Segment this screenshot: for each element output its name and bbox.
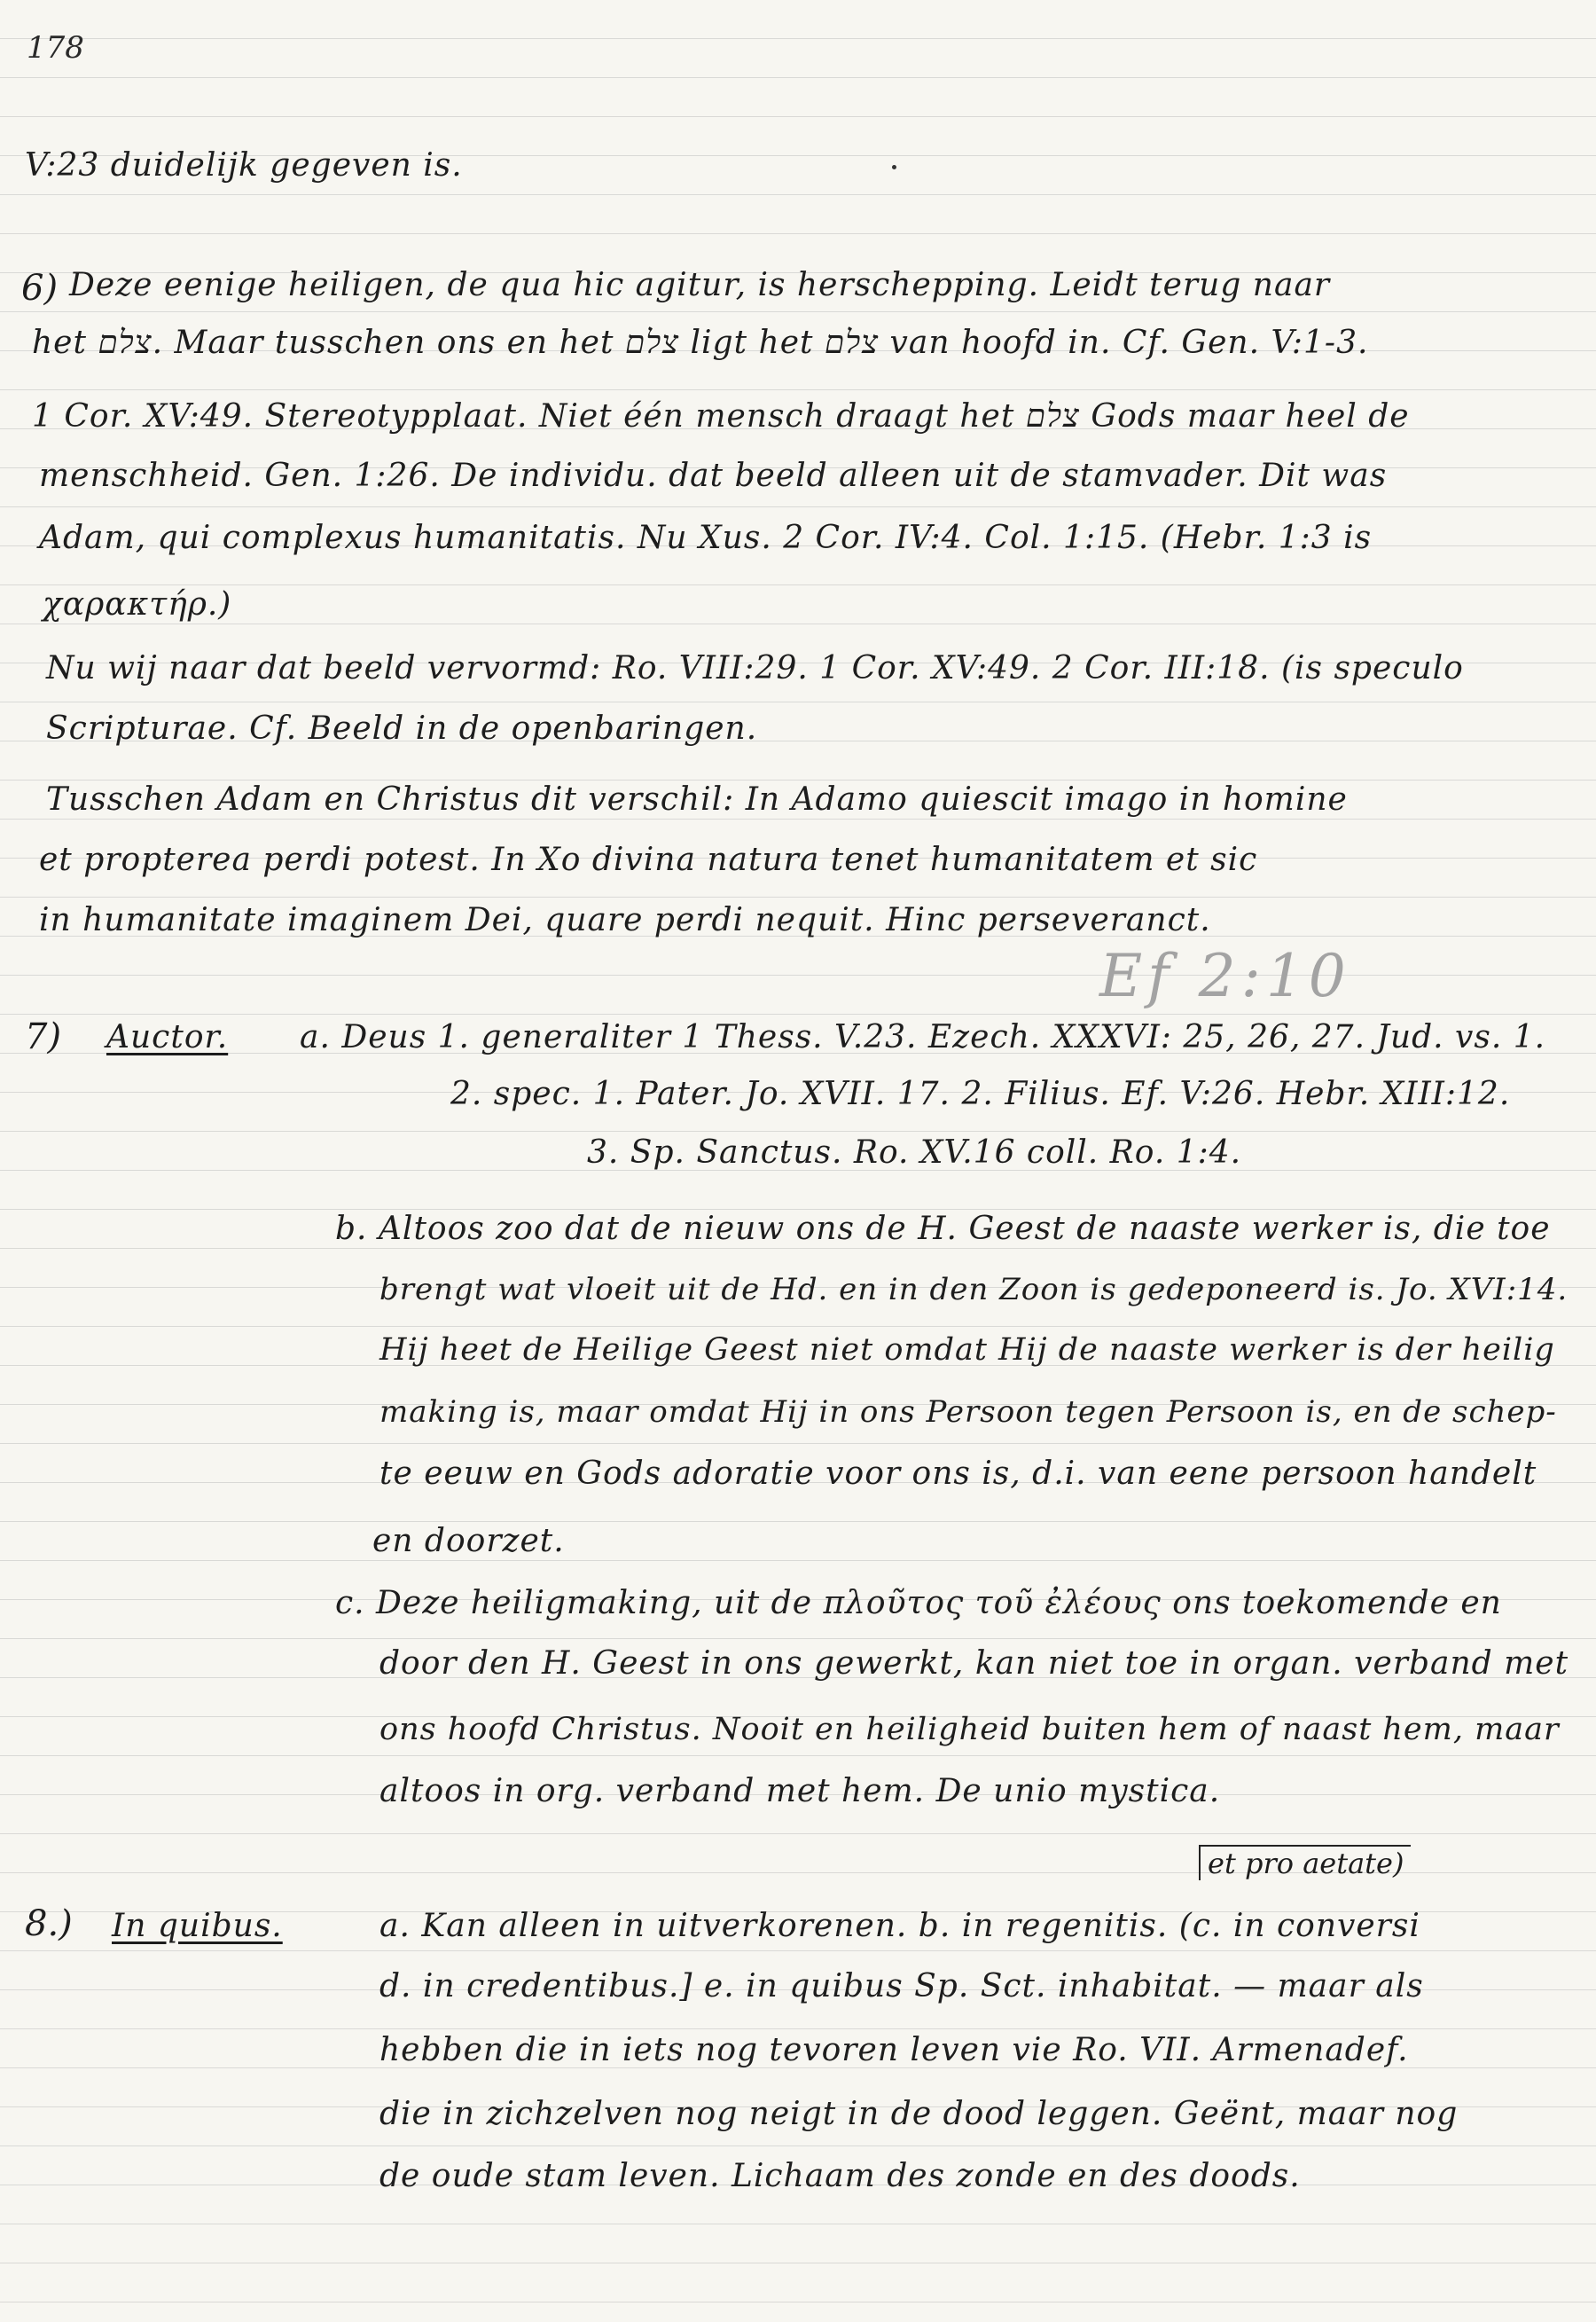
s7-a-line-1: a. Deus 1. generaliter 1 Thess. V.23. Ezech. XXXVI: 25, 26, 27. Jud. vs. 1. — [300, 1019, 1546, 1055]
s8-line-2: d. in credentibus.] e. in quibus Sp. Sct. inhabitat. — maar als — [379, 1968, 1424, 2004]
s6-line-8: Scripturae. Cf. Beeld in de openbaringen. — [46, 710, 758, 747]
s6-line-3: 1 Cor. XV:49. Stereotypplaat. Niet één mensch draagt het צלם Gods maar heel de — [32, 398, 1410, 435]
s7-b-line-6: en doorzet. — [372, 1523, 565, 1559]
page-number: 178 — [27, 30, 84, 66]
s6-line-2: het צלם. Maar tusschen ons en het צלם ligt het צלם van hoofd in. Cf. Gen. V:1-3. — [32, 325, 1369, 361]
ink-dot — [892, 165, 896, 169]
section-8-heading: In quibus. — [112, 1908, 283, 1944]
s8-line-1: a. Kan alleen in uitverkorenen. b. in regenitis. (c. in conversi — [379, 1908, 1420, 1944]
s6-line-11: in humanitate imaginem Dei, quare perdi nequit. Hinc perseveranct. — [39, 902, 1211, 938]
s6-line-6: χαρακτήρ.) — [43, 586, 232, 623]
s7-b-line-4: making is, maar omdat Hij in ons Persoon tegen Persoon is, en de schep- — [379, 1394, 1557, 1430]
s8-line-3: hebben die in iets nog tevoren leven vie Ro. VII. Armenadef. — [379, 2032, 1409, 2068]
line-intro: V:23 duidelijk gegeven is. — [25, 147, 463, 184]
s7-a-line-3: 3. Sp. Sanctus. Ro. XV.16 coll. Ro. 1:4. — [587, 1134, 1242, 1171]
s7-c-line-3: ons hoofd Christus. Nooit en heiligheid buiten hem of naast hem, maar — [379, 1712, 1560, 1747]
s6-line-10: et propterea perdi potest. In Xo divina natura tenet humanitatem et sic — [39, 842, 1258, 878]
s8-line-4: die in zichzelven nog neigt in de dood leggen. Geënt, maar nog — [379, 2096, 1459, 2132]
s6-line-4: menschheid. Gen. 1:26. De individu. dat beeld alleen uit de stamvader. Dit was — [39, 458, 1388, 494]
s7-b-line-1: b. Altoos zoo dat de nieuw ons de H. Geest de naaste werker is, die toe — [335, 1211, 1551, 1247]
s7-b-line-5: te eeuw en Gods adoratie voor ons is, d.i. van eene persoon handelt — [379, 1455, 1537, 1492]
s7-c-line-4: altoos in org. verband met hem. De unio mystica. — [379, 1773, 1221, 1809]
pencil-annotation: Ef 2:10 — [1099, 942, 1351, 1010]
s7-a-line-2: 2. spec. 1. Pater. Jo. XVII. 17. 2. Filius. Ef. V:26. Hebr. XIII:12. — [450, 1076, 1511, 1112]
section-7-heading: Auctor. — [106, 1019, 229, 1055]
s7-b-line-3: Hij heet de Heilige Geest niet omdat Hij de naaste werker is der heilig — [379, 1332, 1555, 1368]
s6-line-5: Adam, qui complexus humanitatis. Nu Xus. 2 Cor. IV:4. Col. 1:15. (Hebr. 1:3 is — [39, 520, 1373, 556]
s6-line-7: Nu wij naar dat beeld vervormd: Ro. VIII:29. 1 Cor. XV:49. 2 Cor. III:18. (is speculo — [46, 650, 1464, 686]
s6-line-1: Deze eenige heiligen, de qua hic agitur, is herschepping. Leidt terug naar — [69, 267, 1331, 303]
s7-c-line-2: door den H. Geest in ons gewerkt, kan niet toe in organ. verband met — [379, 1645, 1569, 1682]
s8-line-5: de oude stam leven. Lichaam des zonde en des doods. — [379, 2158, 1301, 2194]
section-7-number: 7) — [25, 1016, 62, 1057]
bracketed-insertion: et pro aetate) — [1199, 1845, 1411, 1880]
section-6-number: 6) — [21, 268, 59, 309]
s7-b-line-2: brengt wat vloeit uit de Hd. en in den Zoon is gedeponeerd is. Jo. XVI:14. — [379, 1272, 1569, 1307]
s6-line-9: Tusschen Adam en Christus dit verschil: In Adamo quiescit imago in homine — [46, 781, 1348, 818]
s7-c-line-1: c. Deze heiligmaking, uit de πλοῦτος τοῦ ἐλέους ons toekomende en — [335, 1585, 1502, 1621]
section-8-number: 8.) — [25, 1903, 73, 1944]
